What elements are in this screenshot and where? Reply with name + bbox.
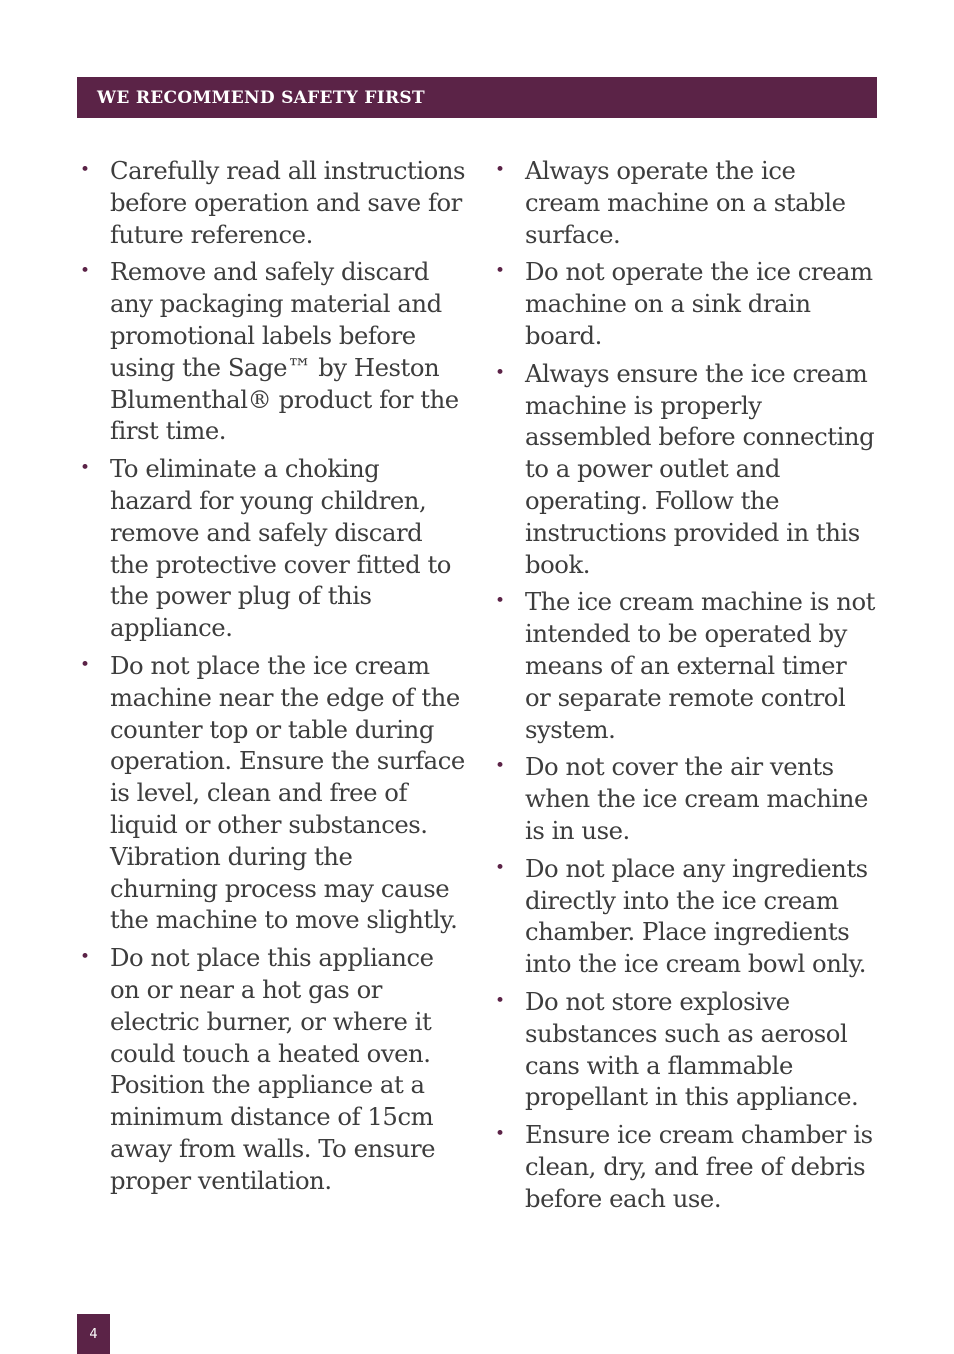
page-number-badge <box>77 1314 110 1354</box>
list-item <box>77 155 467 250</box>
list-item-text: Remove and safely discard any packaging material and promotional labels before using the Sage™ by Heston Blumenthal® product for the first time. <box>110 257 459 446</box>
bullet-icon: • <box>495 857 505 878</box>
bullet-icon: • <box>80 261 90 282</box>
list-item <box>492 586 877 745</box>
page-number: 4 <box>89 1326 98 1342</box>
list-item-text: Always operate the ice cream machine on a stable surface. <box>525 156 846 249</box>
list-item-text: Do not store explosive substances such as aerosol cans with a flammable propellant in this appliance. <box>525 986 859 1112</box>
list-item <box>492 1119 877 1214</box>
bullet-icon: • <box>495 261 505 282</box>
list-item <box>492 986 877 1113</box>
list-item <box>492 155 877 250</box>
list-item <box>492 853 877 980</box>
list-item <box>492 256 877 351</box>
bullet-icon: • <box>495 160 505 180</box>
list-item <box>77 650 467 936</box>
bullet-icon: • <box>495 756 505 777</box>
list-item-text: Do not cover the air vents when the ice cream machine is in use. <box>525 752 868 845</box>
bullet-icon: • <box>495 591 505 612</box>
list-item-text: Ensure ice cream chamber is clean, dry, and free of debris before each use. <box>525 1120 873 1213</box>
list-item-text: Do not place the ice cream machine near the edge of the counter top or table during operation. Ensure the surface is level, clean and free of liquid or other substances. Vibration during the churning process may cause the machine to move slightly. <box>110 650 465 935</box>
list-item <box>77 453 467 644</box>
safety-list-right <box>492 155 877 1221</box>
list-item-text: Do not operate the ice cream machine on a sink drain board. <box>525 257 873 350</box>
list-item <box>77 256 467 447</box>
bullet-icon: • <box>80 947 90 968</box>
bullet-icon: • <box>80 458 90 479</box>
list-item <box>77 942 467 1196</box>
bullet-icon: • <box>495 362 505 383</box>
list-item <box>492 751 877 846</box>
list-item-text: The ice cream machine is not intended to be operated by means of an external timer or separate remote control system. <box>525 587 875 744</box>
list-item-text: Do not place this appliance on or near a hot gas or electric burner, or where it could touch a heated oven. Position the appliance at a minimum distance of 15cm away from walls. To ensure proper ventilation. <box>110 943 436 1195</box>
list-item-text: Always ensure the ice cream machine is properly assembled before connecting to a power outlet and operating. Follow the instructions provided in this book. <box>525 358 875 579</box>
bullet-icon: • <box>80 160 90 180</box>
safety-list-left <box>77 155 467 1203</box>
bullet-icon: • <box>495 1124 505 1145</box>
section-title: WE RECOMMEND SAFETY FIRST <box>97 87 425 108</box>
bullet-icon: • <box>80 654 90 675</box>
list-item <box>492 358 877 581</box>
list-item-text: Do not place any ingredients directly into the ice cream chamber. Place ingredients into the ice cream bowl only. <box>525 853 868 979</box>
list-item-text: Carefully read all instructions before operation and save for future reference. <box>110 156 466 249</box>
list-item-text: To eliminate a choking hazard for young children, remove and safely discard the protective cover fitted to the power plug of this appliance. <box>110 454 451 643</box>
bullet-icon: • <box>495 990 505 1011</box>
section-header-bar <box>77 77 877 118</box>
